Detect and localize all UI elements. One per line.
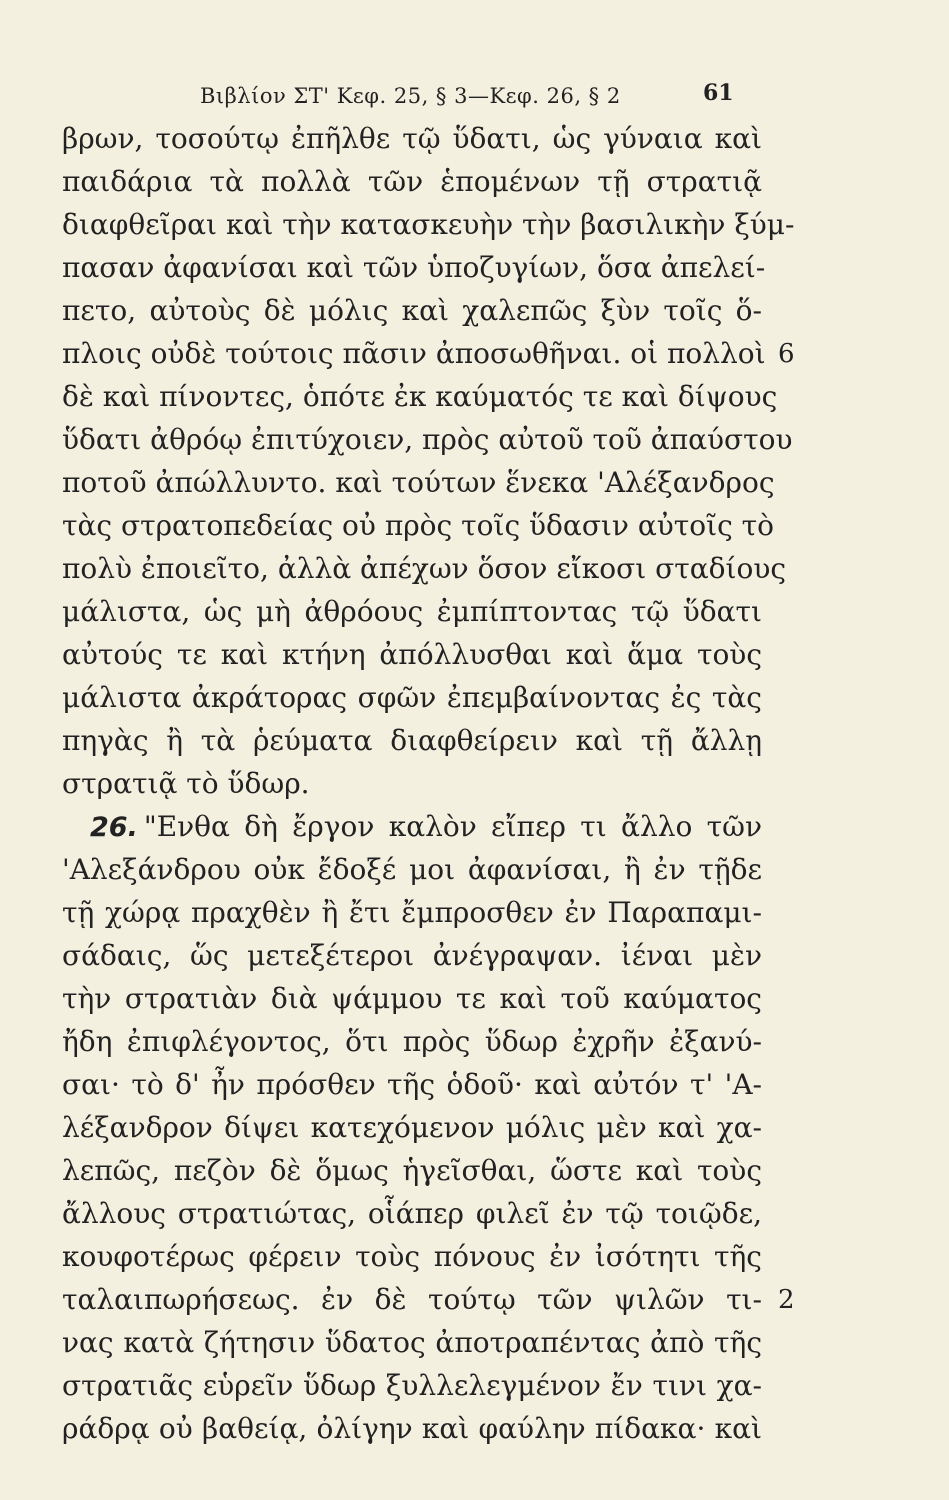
text-line: λεπῶς, πεζὸν δὲ ὅμως ἡγεῖσθαι, ὥστε καὶ τοὺς — [62, 1154, 762, 1187]
page-number: 61 — [703, 80, 734, 106]
text-line: ταλαιπωρήσεως. ἐν δὲ τούτῳ τῶν ψιλῶν τι- — [62, 1283, 762, 1316]
text-line: ποτοῦ ἀπώλλυντο. καὶ τούτων ἕνεκα 'Αλέξανδρος — [62, 466, 775, 499]
text-line: πασαν ἀφανίσαι καὶ τῶν ὑποζυγίων, ὅσα ἀπελεί- — [62, 251, 766, 284]
text-line: αὐτούς τε καὶ κτήνη ἀπόλλυσθαι καὶ ἅμα τοὺς — [62, 638, 762, 671]
text-line: πηγὰς ἢ τὰ ῥεύματα διαφθείρειν καὶ τῇ ἄλλῃ — [62, 724, 762, 757]
running-head: Βιβλίον ΣΤ' Κεφ. 25, § 3—Κεφ. 26, § 2 — [200, 84, 621, 108]
text-line: πολὺ ἐποιεῖτο, ἀλλὰ ἀπέχων ὅσον εἴκοσι σταδίους — [62, 552, 787, 585]
text-line: διαφθεῖραι καὶ τὴν κατασκευὴν τὴν βασιλικὴν ξύμ- — [62, 208, 795, 241]
chapter-first-line: "Ενθα δὴ ἔργον καλὸν εἴπερ τι ἄλλο τῶν — [143, 810, 762, 843]
text-line: ἤδη ἐπιφλέγοντος, ὅτι πρὸς ὕδωρ ἐχρῆν ἐξανύ- — [62, 1025, 762, 1058]
text-line: παιδάρια τὰ πολλὰ τῶν ἑπομένων τῇ στρατιᾷ — [62, 165, 762, 198]
text-line: στρατιᾷ τὸ ὕδωρ. — [62, 767, 310, 800]
text-line: πλοις οὐδὲ τούτοις πᾶσιν ἀποσωθῆναι. οἱ πολλοὶ — [62, 337, 766, 370]
text-line: στρατιᾶς εὑρεῖν ὕδωρ ξυλλελεγμένον ἔν τινι χα- — [62, 1369, 762, 1402]
margin-section-number: 6 — [778, 339, 795, 369]
text-line: σαι· τὸ δ' ἦν πρόσθεν τῆς ὁδοῦ· καὶ αὐτόν τ' 'Α- — [62, 1068, 762, 1101]
text-line: μάλιστα, ὡς μὴ ἀθρόους ἐμπίπτοντας τῷ ὕδατι — [62, 595, 762, 628]
text-line: ἄλλους στρατιώτας, οἷάπερ φιλεῖ ἐν τῷ τοιῷδε, — [62, 1197, 762, 1230]
text-line: ὕδατι ἀθρόῳ ἐπιτύχοιεν, πρὸς αὐτοῦ τοῦ ἀπαύστου — [62, 423, 793, 456]
chapter-start-line — [62, 806, 762, 848]
text-line: ράδρᾳ οὐ βαθείᾳ, ὀλίγην καὶ φαύλην πίδακα· καὶ — [62, 1412, 762, 1445]
text-line: βρων, τοσούτῳ ἐπῆλθε τῷ ὕδατι, ὡς γύναια καὶ — [62, 122, 762, 155]
text-line: σάδαις, ὥς μετεξέτεροι ἀνέγραψαν. ἰέναι μὲν — [62, 939, 762, 972]
text-line: τὰς στρατοπεδείας οὐ πρὸς τοῖς ὕδασιν αὐτοῖς τὸ — [62, 509, 775, 542]
text-line: τῇ χώρᾳ πραχθὲν ἢ ἔτι ἔμπροσθεν ἐν Παραπαμι- — [62, 896, 762, 929]
text-line: δὲ καὶ πίνοντες, ὁπότε ἐκ καύματός τε καὶ δίψους — [62, 380, 778, 413]
text-line: κουφοτέρως φέρειν τοὺς πόνους ἐν ἰσότητι τῆς — [62, 1240, 762, 1273]
chapter-number: 26. — [90, 812, 138, 843]
text-line: νας κατὰ ζήτησιν ὕδατος ἀποτραπέντας ἀπὸ τῆς — [62, 1326, 762, 1359]
text-line: πετο, αὐτοὺς δὲ μόλις καὶ χαλεπῶς ξὺν τοῖς ὅ- — [62, 294, 762, 327]
text-line: τὴν στρατιὰν διὰ ψάμμου τε καὶ τοῦ καύματος — [62, 982, 762, 1015]
text-line: 'Αλεξάνδρου οὐκ ἔδοξέ μοι ἀφανίσαι, ἢ ἐν τῇδε — [62, 853, 762, 886]
margin-section-number: 2 — [778, 1285, 795, 1315]
text-line: μάλιστα ἀκράτορας σφῶν ἐπεμβαίνοντας ἐς τὰς — [62, 681, 762, 714]
text-line: λέξανδρον δίψει κατεχόμενον μόλις μὲν καὶ χα- — [62, 1111, 762, 1144]
